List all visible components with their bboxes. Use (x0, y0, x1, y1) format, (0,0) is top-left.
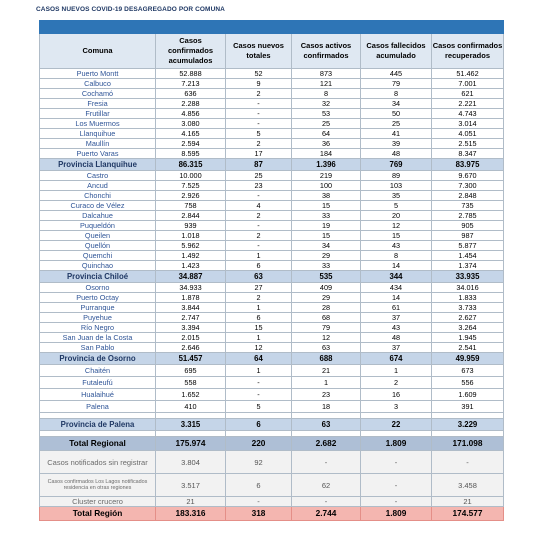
casos-fallecidos: 434 (361, 283, 432, 293)
casos-nuevos: 1 (226, 251, 292, 261)
casos-acumulados: 4.856 (156, 109, 226, 119)
casos-fallecidos: 15 (361, 231, 432, 241)
casos-fallecidos: 25 (361, 119, 432, 129)
comuna-row (40, 191, 504, 201)
casos-recuperados: 4.743 (432, 109, 504, 119)
header-recuperados: Casos confirmados recuperados (432, 34, 504, 69)
casos-recuperados: 8.347 (432, 149, 504, 159)
casos-activos: 15 (292, 201, 361, 211)
casos-activos: 53 (292, 109, 361, 119)
comuna-name: Quemchi (40, 251, 156, 261)
casos-fallecidos: 14 (361, 293, 432, 303)
casos-acumulados: 2.015 (156, 333, 226, 343)
casos-acumulados: 86.315 (156, 159, 226, 171)
comuna-row (40, 333, 504, 343)
comuna-name: Puerto Montt (40, 69, 156, 79)
comuna-name: Los Muermos (40, 119, 156, 129)
casos-nuevos: - (226, 119, 292, 129)
cluster-row (40, 497, 504, 507)
casos-fallecidos: 37 (361, 313, 432, 323)
casos-activos: 25 (292, 119, 361, 129)
casos-activos: - (292, 497, 361, 507)
comuna-name: Total Regional (40, 437, 156, 451)
comuna-name: Dalcahue (40, 211, 156, 221)
casos-activos: 63 (292, 343, 361, 353)
casos-nuevos: 6 (226, 419, 292, 431)
casos-acumulados: 7.525 (156, 181, 226, 191)
casos-fallecidos: - (361, 451, 432, 474)
casos-acumulados: 2.288 (156, 99, 226, 109)
casos-nuevos: 2 (226, 139, 292, 149)
casos-acumulados: 8.595 (156, 149, 226, 159)
casos-fallecidos: 8 (361, 89, 432, 99)
comuna-name: Provincia de Palena (40, 419, 156, 431)
comuna-name: Puyehue (40, 313, 156, 323)
casos-nuevos: 52 (226, 69, 292, 79)
comuna-row (40, 261, 504, 271)
casos-acumulados: 1.492 (156, 251, 226, 261)
comuna-row (40, 129, 504, 139)
comuna-row (40, 251, 504, 261)
casos-acumulados: 175.974 (156, 437, 226, 451)
document-title: CASOS NUEVOS COVID-19 DESAGREGADO POR COMUNA (36, 6, 225, 13)
casos-nuevos: - (226, 109, 292, 119)
comuna-name: Frutillar (40, 109, 156, 119)
casos-recuperados: - (432, 451, 504, 474)
casos-activos: 19 (292, 221, 361, 231)
casos-recuperados: 2.515 (432, 139, 504, 149)
casos-acumulados: 758 (156, 201, 226, 211)
casos-activos: 33 (292, 211, 361, 221)
casos-recuperados: 1.454 (432, 251, 504, 261)
casos-acumulados: 2.844 (156, 211, 226, 221)
comuna-name: Quinchao (40, 261, 156, 271)
casos-activos: 32 (292, 99, 361, 109)
casos-activos: 121 (292, 79, 361, 89)
comuna-name: Total Región (40, 507, 156, 521)
casos-nuevos: 87 (226, 159, 292, 171)
comuna-row (40, 293, 504, 303)
total-region-row (40, 507, 504, 521)
comuna-row (40, 109, 504, 119)
casos-acumulados: 51.457 (156, 353, 226, 365)
casos-recuperados: 2.848 (432, 191, 504, 201)
casos-nuevos: 6 (226, 261, 292, 271)
casos-nuevos: - (226, 497, 292, 507)
casos-fallecidos: 3 (361, 401, 432, 413)
casos-recuperados: 171.098 (432, 437, 504, 451)
header-fallecidos: Casos fallecidos acumulado (361, 34, 432, 69)
comuna-name: Fresia (40, 99, 156, 109)
casos-recuperados: 34.016 (432, 283, 504, 293)
casos-recuperados: 3.733 (432, 303, 504, 313)
comuna-row (40, 389, 504, 401)
casos-fallecidos: 43 (361, 241, 432, 251)
casos-acumulados: 3.844 (156, 303, 226, 313)
comuna-row (40, 119, 504, 129)
casos-acumulados: 10.000 (156, 171, 226, 181)
casos-recuperados: 2.221 (432, 99, 504, 109)
casos-fallecidos: 769 (361, 159, 432, 171)
casos-nuevos: 25 (226, 171, 292, 181)
comuna-name: Osorno (40, 283, 156, 293)
casos-fallecidos: 2 (361, 377, 432, 389)
casos-nuevos: 12 (226, 343, 292, 353)
casos-recuperados: 7.001 (432, 79, 504, 89)
casos-fallecidos: 43 (361, 323, 432, 333)
casos-acumulados: 636 (156, 89, 226, 99)
casos-nuevos: - (226, 389, 292, 401)
casos-nuevos: 1 (226, 303, 292, 313)
casos-acumulados: 3.315 (156, 419, 226, 431)
comuna-name: Provincia Llanquihue (40, 159, 156, 171)
comuna-name: Chaitén (40, 365, 156, 377)
header-comuna: Comuna (40, 34, 156, 69)
casos-acumulados: 3.804 (156, 451, 226, 474)
casos-activos: 29 (292, 293, 361, 303)
casos-activos: 184 (292, 149, 361, 159)
comuna-row (40, 171, 504, 181)
comuna-name: Puerto Octay (40, 293, 156, 303)
casos-acumulados: 939 (156, 221, 226, 231)
provincia-row (40, 353, 504, 365)
casos-recuperados: 2.627 (432, 313, 504, 323)
comuna-name: Puerto Varas (40, 149, 156, 159)
casos-acumulados: 34.887 (156, 271, 226, 283)
otras-regiones-row (40, 474, 504, 497)
casos-fallecidos: 48 (361, 333, 432, 343)
casos-recuperados: 1.945 (432, 333, 504, 343)
casos-acumulados: 1.018 (156, 231, 226, 241)
casos-fallecidos: 79 (361, 79, 432, 89)
table-top-bar (40, 21, 504, 34)
casos-nuevos: 2 (226, 231, 292, 241)
comuna-name: Casos confirmados Los Lagos notificados residencia en otras regiones (40, 474, 156, 497)
comuna-name: Queilen (40, 231, 156, 241)
casos-recuperados: 7.300 (432, 181, 504, 191)
casos-recuperados: 51.462 (432, 69, 504, 79)
comuna-row (40, 201, 504, 211)
casos-nuevos: 23 (226, 181, 292, 191)
comuna-row (40, 89, 504, 99)
casos-fallecidos: 344 (361, 271, 432, 283)
provincia-row (40, 271, 504, 283)
casos-activos: 873 (292, 69, 361, 79)
casos-nuevos: 2 (226, 89, 292, 99)
casos-recuperados: 673 (432, 365, 504, 377)
casos-recuperados: 21 (432, 497, 504, 507)
comuna-name: Provincia de Osorno (40, 353, 156, 365)
casos-nuevos: 1 (226, 333, 292, 343)
casos-fallecidos: 1.809 (361, 437, 432, 451)
notificados-row (40, 451, 504, 474)
comuna-row (40, 303, 504, 313)
casos-activos: 64 (292, 129, 361, 139)
comuna-name: Purranque (40, 303, 156, 313)
comuna-row (40, 283, 504, 293)
table-header-row (40, 34, 504, 69)
comuna-row (40, 149, 504, 159)
casos-acumulados: 3.080 (156, 119, 226, 129)
casos-acumulados: 695 (156, 365, 226, 377)
casos-acumulados: 2.646 (156, 343, 226, 353)
comuna-name: Provincia Chiloé (40, 271, 156, 283)
comuna-row (40, 241, 504, 251)
casos-activos: - (292, 451, 361, 474)
comuna-row (40, 401, 504, 413)
comuna-name: Río Negro (40, 323, 156, 333)
casos-nuevos: 5 (226, 401, 292, 413)
casos-nuevos: 27 (226, 283, 292, 293)
comuna-name: Cochamó (40, 89, 156, 99)
casos-acumulados: 5.962 (156, 241, 226, 251)
comuna-row (40, 221, 504, 231)
comuna-name: Llanquihue (40, 129, 156, 139)
header-nuevos: Casos nuevos totales (226, 34, 292, 69)
casos-fallecidos: 22 (361, 419, 432, 431)
casos-recuperados: 1.374 (432, 261, 504, 271)
casos-fallecidos: 445 (361, 69, 432, 79)
comuna-row (40, 365, 504, 377)
casos-activos: 68 (292, 313, 361, 323)
casos-nuevos: 17 (226, 149, 292, 159)
comuna-row (40, 231, 504, 241)
casos-acumulados: 183.316 (156, 507, 226, 521)
comuna-name: Curaco de Vélez (40, 201, 156, 211)
casos-activos: 688 (292, 353, 361, 365)
casos-acumulados: 2.926 (156, 191, 226, 201)
casos-activos: 28 (292, 303, 361, 313)
comuna-name: Maullín (40, 139, 156, 149)
casos-activos: 33 (292, 261, 361, 271)
casos-activos: 63 (292, 419, 361, 431)
casos-recuperados: 621 (432, 89, 504, 99)
casos-acumulados: 558 (156, 377, 226, 389)
casos-acumulados: 1.652 (156, 389, 226, 401)
casos-acumulados: 4.165 (156, 129, 226, 139)
casos-acumulados: 2.747 (156, 313, 226, 323)
provincia-row (40, 419, 504, 431)
casos-activos: 2.744 (292, 507, 361, 521)
casos-activos: 21 (292, 365, 361, 377)
comuna-name: Castro (40, 171, 156, 181)
casos-recuperados: 83.975 (432, 159, 504, 171)
casos-nuevos: 1 (226, 365, 292, 377)
casos-fallecidos: 61 (361, 303, 432, 313)
comuna-name: Calbuco (40, 79, 156, 89)
casos-acumulados: 1.423 (156, 261, 226, 271)
casos-fallecidos: 20 (361, 211, 432, 221)
casos-nuevos: 318 (226, 507, 292, 521)
casos-activos: 409 (292, 283, 361, 293)
comuna-row (40, 323, 504, 333)
provincia-row (40, 159, 504, 171)
casos-recuperados: 1.833 (432, 293, 504, 303)
casos-recuperados: 3.014 (432, 119, 504, 129)
casos-nuevos: - (226, 191, 292, 201)
header-activos: Casos activos confirmados (292, 34, 361, 69)
casos-nuevos: 92 (226, 451, 292, 474)
casos-fallecidos: 37 (361, 343, 432, 353)
comuna-row (40, 139, 504, 149)
casos-nuevos: 2 (226, 293, 292, 303)
total-regional-row (40, 437, 504, 451)
casos-fallecidos: 48 (361, 149, 432, 159)
casos-acumulados: 3.517 (156, 474, 226, 497)
comuna-row (40, 79, 504, 89)
casos-nuevos: 15 (226, 323, 292, 333)
casos-activos: 34 (292, 241, 361, 251)
casos-activos: 2.682 (292, 437, 361, 451)
casos-recuperados: 1.609 (432, 389, 504, 401)
casos-recuperados: 33.935 (432, 271, 504, 283)
casos-nuevos: 64 (226, 353, 292, 365)
comuna-name: Casos notificados sin registrar (40, 451, 156, 474)
casos-fallecidos: 89 (361, 171, 432, 181)
casos-recuperados: 174.577 (432, 507, 504, 521)
casos-acumulados: 34.933 (156, 283, 226, 293)
casos-recuperados: 3.458 (432, 474, 504, 497)
casos-nuevos: - (226, 241, 292, 251)
comuna-row (40, 69, 504, 79)
casos-recuperados: 3.229 (432, 419, 504, 431)
casos-activos: 1.396 (292, 159, 361, 171)
casos-fallecidos: 35 (361, 191, 432, 201)
casos-activos: 23 (292, 389, 361, 401)
comuna-row (40, 99, 504, 109)
casos-nuevos: - (226, 377, 292, 389)
comuna-name: Puqueldón (40, 221, 156, 231)
casos-acumulados: 2.594 (156, 139, 226, 149)
casos-activos: 100 (292, 181, 361, 191)
comuna-row (40, 343, 504, 353)
casos-fallecidos: 674 (361, 353, 432, 365)
casos-acumulados: 1.878 (156, 293, 226, 303)
covid-table (39, 20, 504, 521)
casos-recuperados: 49.959 (432, 353, 504, 365)
comuna-name: Chonchi (40, 191, 156, 201)
casos-fallecidos: - (361, 497, 432, 507)
casos-nuevos: 6 (226, 474, 292, 497)
casos-acumulados: 7.213 (156, 79, 226, 89)
casos-activos: 8 (292, 89, 361, 99)
casos-activos: 15 (292, 231, 361, 241)
casos-nuevos: 2 (226, 211, 292, 221)
comuna-row (40, 313, 504, 323)
casos-recuperados: 2.785 (432, 211, 504, 221)
casos-fallecidos: - (361, 474, 432, 497)
casos-nuevos: 4 (226, 201, 292, 211)
casos-activos: 79 (292, 323, 361, 333)
casos-fallecidos: 1 (361, 365, 432, 377)
comuna-name: Hualaihué (40, 389, 156, 401)
casos-fallecidos: 16 (361, 389, 432, 401)
casos-fallecidos: 103 (361, 181, 432, 191)
comuna-name: Quellón (40, 241, 156, 251)
casos-acumulados: 52.888 (156, 69, 226, 79)
casos-recuperados: 3.264 (432, 323, 504, 333)
casos-nuevos: 6 (226, 313, 292, 323)
comuna-row (40, 181, 504, 191)
casos-recuperados: 4.051 (432, 129, 504, 139)
casos-nuevos: 63 (226, 271, 292, 283)
casos-fallecidos: 8 (361, 251, 432, 261)
comuna-name: San Juan de la Costa (40, 333, 156, 343)
casos-activos: 38 (292, 191, 361, 201)
casos-recuperados: 9.670 (432, 171, 504, 181)
casos-activos: 219 (292, 171, 361, 181)
casos-fallecidos: 14 (361, 261, 432, 271)
casos-acumulados: 3.394 (156, 323, 226, 333)
comuna-name: Futaleufú (40, 377, 156, 389)
casos-fallecidos: 50 (361, 109, 432, 119)
casos-fallecidos: 12 (361, 221, 432, 231)
casos-nuevos: 5 (226, 129, 292, 139)
casos-activos: 18 (292, 401, 361, 413)
casos-activos: 1 (292, 377, 361, 389)
casos-recuperados: 987 (432, 231, 504, 241)
casos-activos: 36 (292, 139, 361, 149)
casos-recuperados: 391 (432, 401, 504, 413)
casos-activos: 12 (292, 333, 361, 343)
comuna-name: Palena (40, 401, 156, 413)
casos-nuevos: 220 (226, 437, 292, 451)
comuna-name: Cluster crucero (40, 497, 156, 507)
casos-activos: 62 (292, 474, 361, 497)
casos-fallecidos: 41 (361, 129, 432, 139)
casos-activos: 29 (292, 251, 361, 261)
comuna-name: Ancud (40, 181, 156, 191)
casos-nuevos: - (226, 221, 292, 231)
header-acumulados: Casos confirmados acumulados (156, 34, 226, 69)
casos-recuperados: 905 (432, 221, 504, 231)
casos-recuperados: 556 (432, 377, 504, 389)
casos-recuperados: 735 (432, 201, 504, 211)
casos-recuperados: 2.541 (432, 343, 504, 353)
comuna-row (40, 377, 504, 389)
comuna-row (40, 211, 504, 221)
casos-fallecidos: 1.809 (361, 507, 432, 521)
casos-activos: 535 (292, 271, 361, 283)
casos-acumulados: 21 (156, 497, 226, 507)
casos-fallecidos: 39 (361, 139, 432, 149)
casos-recuperados: 5.877 (432, 241, 504, 251)
casos-fallecidos: 5 (361, 201, 432, 211)
comuna-name: San Pablo (40, 343, 156, 353)
casos-acumulados: 410 (156, 401, 226, 413)
casos-nuevos: 9 (226, 79, 292, 89)
casos-fallecidos: 34 (361, 99, 432, 109)
casos-nuevos: - (226, 99, 292, 109)
